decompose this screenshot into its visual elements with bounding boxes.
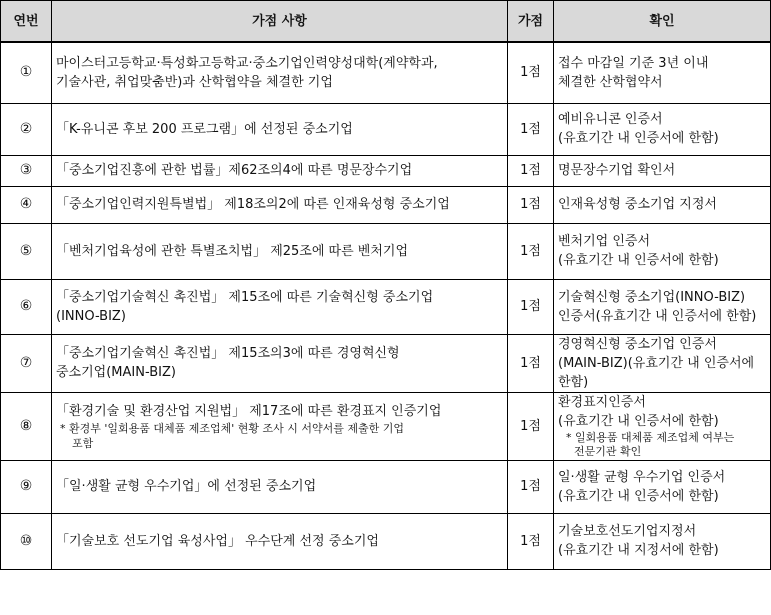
bonus-item (52, 103, 508, 155)
check-note: * 일회용품 대체품 제조업체 여부는 (566, 431, 735, 444)
text-line: 일·생활 균형 우수기업 인증서 (558, 469, 726, 485)
bonus-item (52, 155, 508, 186)
text-line: (유효기간 내 인증서에 한함) (558, 131, 719, 146)
bonus-item (52, 279, 508, 334)
text-line: 「K-유니콘 후보 200 프로그램」에 선정된 중소기업 (56, 121, 353, 137)
header-points: 가점 (508, 1, 554, 43)
text-line: 접수 마감일 기준 3년 이내 (558, 55, 709, 71)
row-number: ⑨ (1, 460, 52, 513)
text-line: 인재육성형 중소기업 지정서 (558, 197, 717, 212)
text-line: 「중소기업기술혁신 촉진법」 제15조의3에 따른 경영혁신형 (56, 346, 400, 361)
text-line: (유효기간 내 지정서에 한함) (558, 543, 719, 558)
row-number: ① (1, 42, 52, 103)
check-document (554, 186, 771, 223)
row-number: ② (1, 103, 52, 155)
check-document (554, 103, 771, 155)
text-line: 기술사관, 취업맞춤반)과 산학협약을 체결한 기업 (56, 74, 333, 90)
header-row (1, 1, 771, 43)
text-line: 기술혁신형 중소기업(INNO-BIZ) (558, 289, 746, 305)
row-number: ④ (1, 186, 52, 223)
text-line: 「중소기업기술혁신 촉진법」 제15조에 따른 기술혁신형 중소기업 (56, 289, 434, 305)
text-line: 중소기업(MAIN-BIZ) (56, 365, 176, 380)
text-line: 환경표지인증서 (558, 395, 646, 410)
header-check: 확인 (554, 1, 771, 43)
bonus-item (52, 334, 508, 392)
table-row (1, 334, 771, 392)
points-value: 1점 (508, 513, 554, 569)
table-row (1, 186, 771, 223)
text-line: 체결한 산학협약서 (558, 74, 663, 90)
table-row (1, 513, 771, 569)
row-number: ③ (1, 155, 52, 186)
row-number: ⑩ (1, 513, 52, 569)
text-line: 「중소기업인력지원특별법」 제18조의2에 따른 인재육성형 중소기업 (56, 197, 450, 212)
points-value: 1점 (508, 460, 554, 513)
points-value: 1점 (508, 334, 554, 392)
header-no: 연번 (1, 1, 52, 43)
check-document (554, 513, 771, 569)
bonus-item (52, 186, 508, 223)
row-number: ⑥ (1, 279, 52, 334)
text-line: 마이스터고등학교·특성화고등학교·중소기업인력양성대학(계약학과, (56, 55, 438, 71)
points-value: 1점 (508, 186, 554, 223)
text-line: 「환경기술 및 환경산업 지원법」 제17조에 따른 환경표지 인증기업 (56, 403, 442, 419)
table-row (1, 279, 771, 334)
bonus-item (52, 460, 508, 513)
bonus-item (52, 223, 508, 279)
check-document (554, 223, 771, 279)
check-document (554, 334, 771, 392)
row-number: ⑧ (1, 392, 52, 460)
text-line: (INNO-BIZ) (56, 308, 126, 324)
table-row (1, 223, 771, 279)
text-line: 「중소기업진흥에 관한 법률」제62조의4에 따른 명문장수기업 (56, 163, 413, 178)
text-line: 「일·생활 균형 우수기업」에 선정된 중소기업 (56, 479, 317, 494)
points-value: 1점 (508, 223, 554, 279)
bonus-item (52, 42, 508, 103)
text-line: 벤처기업 인증서 (558, 234, 651, 249)
item-note: * 환경부 '일회용품 대체품 제조업체' 현황 조사 시 서약서를 제출한 기업 (60, 421, 405, 435)
check-document (554, 155, 771, 186)
check-document (554, 279, 771, 334)
text-line: (MAIN-BIZ)(유효기간 내 인증서에 한함) (558, 355, 755, 390)
check-note: 전문기관 확인 (574, 445, 642, 458)
header-item: 가점 사항 (52, 1, 508, 43)
points-value: 1점 (508, 155, 554, 186)
points-value: 1점 (508, 42, 554, 103)
text-line: 「벤처기업육성에 관한 특별조치법」 제25조에 따른 벤처기업 (56, 243, 409, 259)
text-line: 명문장수기업 확인서 (558, 163, 676, 178)
text-line: 경영혁신형 중소기업 인증서 (558, 336, 717, 352)
text-line: (유효기간 내 인증서에 한함) (558, 414, 719, 429)
table-row (1, 155, 771, 186)
text-line: 기술보호선도기업지정서 (558, 524, 697, 539)
table-row (1, 103, 771, 155)
table-row (1, 392, 771, 460)
check-document (554, 392, 771, 460)
row-number: ⑤ (1, 223, 52, 279)
check-document (554, 42, 771, 103)
points-value: 1점 (508, 103, 554, 155)
table-row (1, 42, 771, 103)
bonus-item (52, 513, 508, 569)
points-value: 1점 (508, 392, 554, 460)
item-note: 포함 (72, 436, 94, 450)
text-line: 「기술보호 선도기업 육성사업」 우수단계 선정 중소기업 (56, 533, 379, 549)
table-row (1, 460, 771, 513)
points-value: 1점 (508, 279, 554, 334)
check-document (554, 460, 771, 513)
text-line: (유효기간 내 인증서에 한함) (558, 488, 719, 504)
text-line: 인증서(유효기간 내 인증서에 한함) (558, 308, 757, 324)
text-line: 예비유니콘 인증서 (558, 112, 663, 127)
bonus-item (52, 392, 508, 460)
row-number: ⑦ (1, 334, 52, 392)
text-line: (유효기간 내 인증서에 한함) (558, 253, 719, 268)
